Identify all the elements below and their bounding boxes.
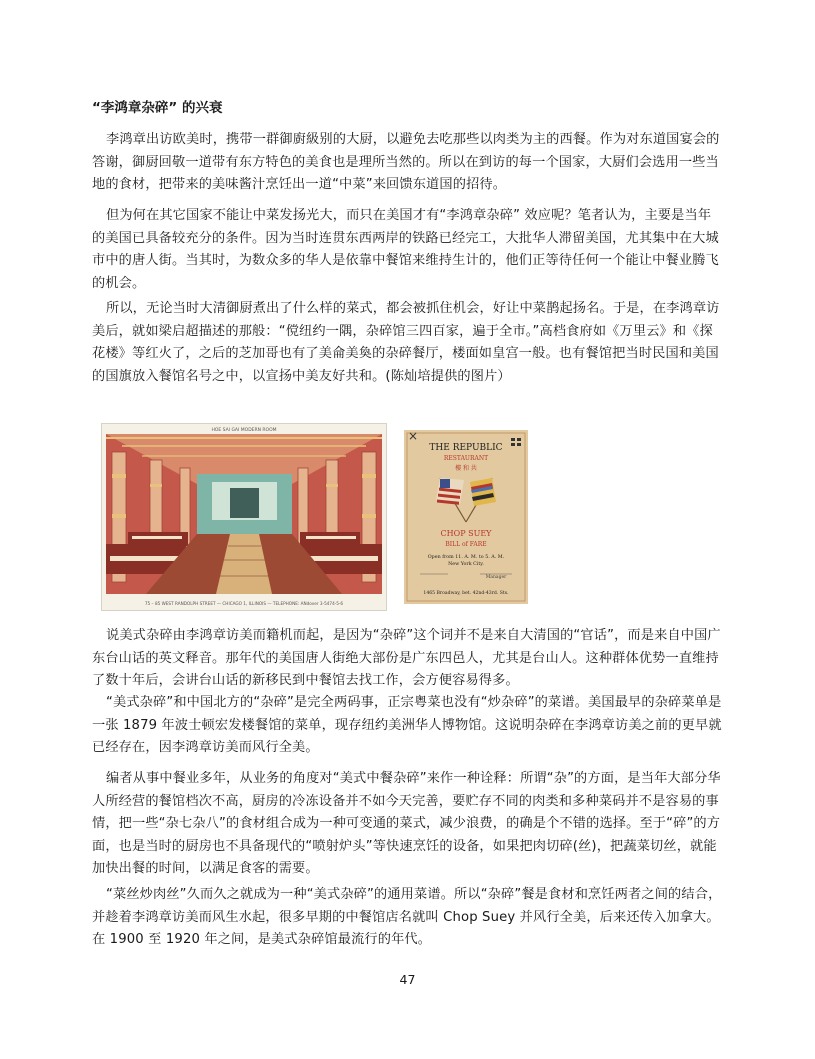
menu-line-2: RESTAURANT	[443, 455, 489, 462]
paragraph-4: 说美式杂碎由李鸿章访美而籍机而起，是因为“杂碎”这个词并不是来自大清国的“官话”，而是来自中国广东台山话的英文释音。那年代的美国唐人街绝大部份是广东四邑人，尤其是台山人。这种群体优势一直维持了数十年后，会讲台山话的新移民到中餐馆去找工作，会方便容易得多。	[92, 628, 721, 688]
photo-header-caption: HOE SAI GAI MODERN ROOM	[211, 428, 277, 433]
menu-line-8: Manager	[485, 575, 507, 580]
page-number: 47	[399, 972, 416, 987]
menu-line-5: BILL of FARE	[445, 541, 487, 548]
paragraph-2: 但为何在其它国家不能让中菜发扬光大，而只在美国才有“李鸿章杂碎” 效应呢？笔者认为，主要是当年的美国已具备较充分的条件。因为当时连贯东西两岸的铁路已经完工，大批华人滞留美国，尤其集中在大城市中的唐人街。当其时，为数众多的华人是依靠中餐馆来维持生计的，他们正等待任何一个能让中餐业腾飞的机会。	[92, 208, 719, 291]
paragraph-6: 编者从事中餐业多年，从业务的角度对“美式中餐杂碎”来作一种诠释：所谓“杂”的方面，是当年大部分华人所经营的餐馆档次不高，厨房的冷冻设备并不如今天完善，要贮存不同的肉类和多种菜码并不是容易的事情，把一些“杂七杂八”的食材组合成为一种可变通的菜式，减少浪费，的确是个不错的选择。至于“碎”的方面，也是当时的厨房也不具备现代的“喷射炉头”等快速烹饪的设备，如果把肉切碎(丝)，把蔬菜切丝，就能加快出餐的时间，以满足食客的需要。	[92, 771, 721, 876]
photo-footer-caption: 75 – 85 WEST RANDOLPH STREET — CHICAGO 1, ILLINOIS — TELEPHONE: ANdover 3-5474-5-6	[144, 601, 344, 606]
menu-line-4: CHOP SUEY	[440, 529, 492, 538]
menu-line-7: New York City.	[448, 562, 484, 567]
menu-line-1: THE REPUBLIC	[429, 443, 503, 453]
paragraph-7: “菜丝炒肉丝”久而久之就成为一种“美式杂碎”的通用菜谱。所以“杂碎”餐是食材和烹饪两者之间的结合，并趁着李鸿章访美而风生水起，很多早期的中餐馆店名就叫 Chop Suey 并风行全美，后来还传入加拿大。在 1900 至 1920 年之间，是美式杂碎馆最流行的年代。	[92, 887, 722, 947]
restaurant-interior-photo	[101, 423, 387, 611]
menu-line-6: Open from 11. A. M. to 5. A. M.	[427, 555, 505, 560]
menu-line-3: 樓 和 共	[455, 465, 477, 472]
paragraph-5: “美式杂碎”和中国北方的“杂碎”是完全两码事，正宗粤菜也没有“炒杂碎”的菜谱。美国最早的杂碎菜单是一张 1879 年波士顿宏发楼餐馆的菜单，现存纽约美洲华人博物馆。这说明杂碎在李鸿章访美之前的更早就已经存在，因李鸿章访美而风行全美。	[92, 695, 722, 755]
close-icon: ×	[408, 429, 419, 443]
menu-line-9: 1465 Broadway, bet. 42nd-43rd. Sts.	[423, 591, 509, 596]
paragraph-3: 所以，无论当时大清御厨煮出了什么样的菜式，都会被抓住机会，好让中菜鹊起扬名。于是，在李鸿章访美后，就如梁启超描述的那般：“傥纽约一隅，杂碎馆三四百家，遍于全市。”高档食府如《万里云》和《探花楼》等红火了，之后的芝加哥也有了美侖美奐的杂碎餐厅，楼面如皇宫一般。也有餐馆把当时民国和美国的国旗放入餐馆名号之中，以宣扬中美友好共和。(陈灿培提供的图片）	[92, 301, 720, 384]
article-title: “李鸿章杂碎” 的兴衰	[92, 100, 223, 116]
grid-corner-icon	[510, 432, 522, 442]
paragraph-1: 李鸿章出访欧美时，携带一群御廚級别的大厨，以避免去吃那些以肉类为主的西餐。作为对东道国宴会的答谢，御厨回敬一道带有东方特色的美食也是理所当然的。所以在到访的每一个国家，大厨们会选用一些当地的食材，把带来的美味酱汁烹饪出一道“中菜”来回馈东道国的招待。	[92, 132, 720, 192]
republic-restaurant-menu-card	[404, 430, 528, 604]
